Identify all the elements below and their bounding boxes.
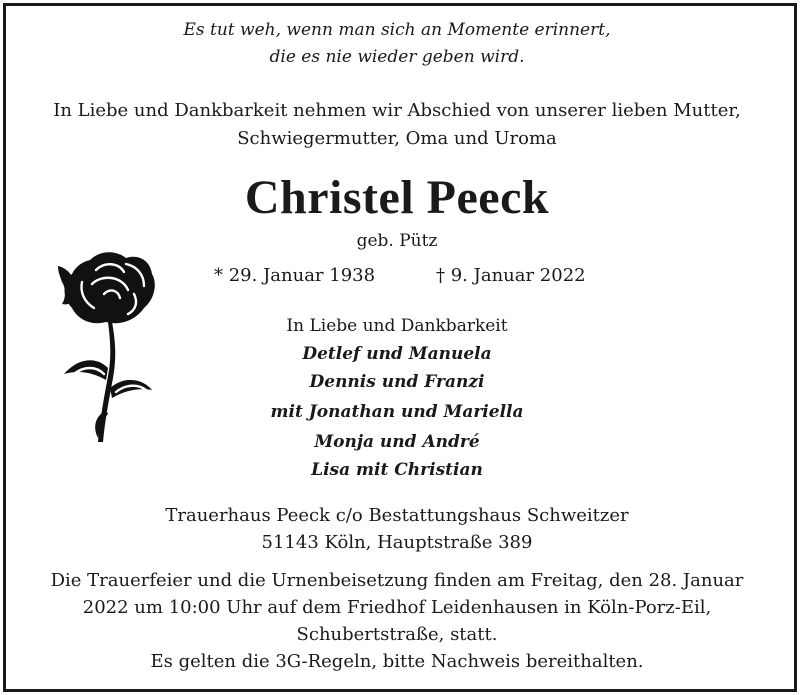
ceremony-line-4: Es gelten die 3G-Regeln, bitte Nachweis bereithalten.: [150, 651, 644, 672]
family-member-4: Monja und André: [314, 432, 480, 452]
death-date: † 9. Januar 2022: [436, 265, 586, 286]
family-member-2: Dennis und Franzi: [309, 372, 485, 392]
ceremony-line-1: Die Trauerfeier und die Urnenbeisetzung finden am Freitag, den 28. Januar: [50, 570, 744, 591]
maiden-name: geb. Pütz: [356, 231, 438, 251]
family-member-3: mit Jonathan und Mariella: [270, 402, 524, 422]
ceremony-line-3: Schubertstraße, statt.: [296, 624, 498, 645]
address-line-2: 51143 Köln, Hauptstraße 389: [261, 532, 533, 553]
closing-line: In Liebe und Dankbarkeit: [286, 316, 508, 336]
quote-line-2: die es nie wieder geben wird.: [269, 47, 525, 67]
birth-date: * 29. Januar 1938: [214, 265, 376, 286]
family-member-5: Lisa mit Christian: [311, 460, 483, 480]
deceased-name: Christel Peeck: [244, 171, 550, 224]
intro-line-2: Schwiegermutter, Oma und Uroma: [237, 128, 557, 149]
ceremony-line-2: 2022 um 10:00 Uhr auf dem Friedhof Leidenhausen in Köln-Porz-Eil,: [82, 597, 712, 618]
quote-line-1: Es tut weh, wenn man sich an Momente erinnert,: [183, 20, 611, 40]
intro-line-1: In Liebe und Dankbarkeit nehmen wir Abschied von unserer lieben Mutter,: [53, 100, 741, 121]
address-line-1: Trauerhaus Peeck c/o Bestattungshaus Schweitzer: [165, 505, 629, 526]
family-member-1: Detlef und Manuela: [302, 344, 492, 364]
